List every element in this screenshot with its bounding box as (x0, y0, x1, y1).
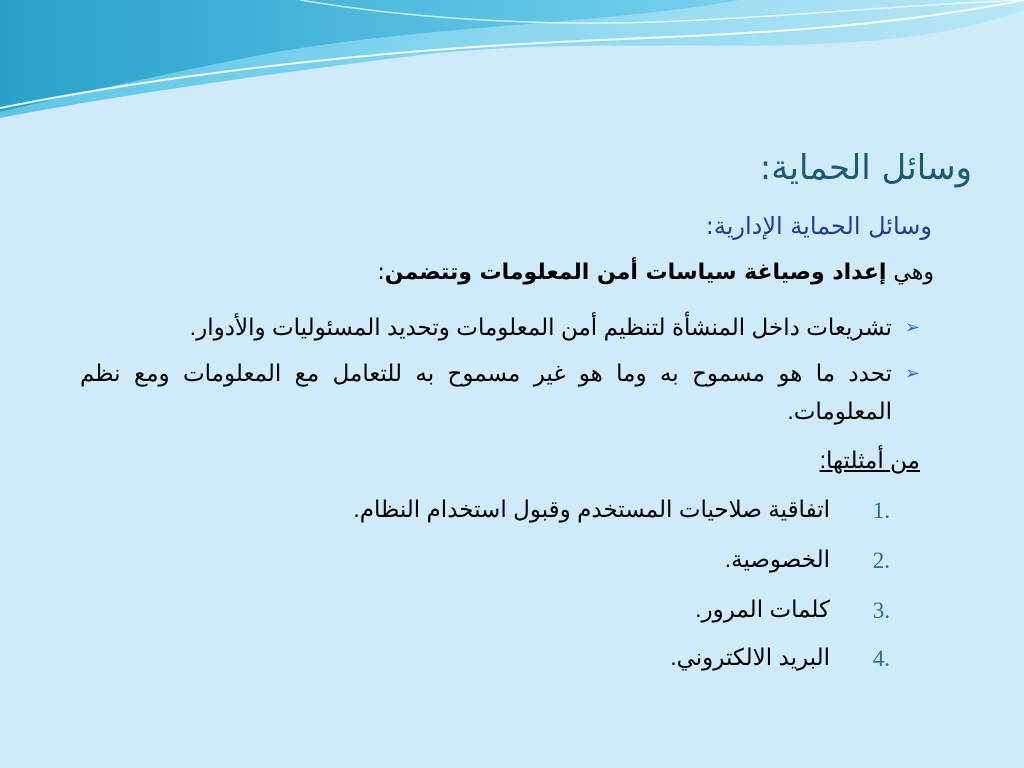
section-subtitle: وسائل الحماية الإدارية: (705, 212, 932, 240)
examples-label: من أمثلتها: (819, 447, 920, 473)
list-item: البريد الالكتروني. (670, 644, 830, 670)
intro-suffix: : (377, 260, 385, 285)
bullet-item (80, 308, 920, 346)
intro-bold: إعداد وصياغة سياسات أمن المعلومات وتتضمن (384, 260, 887, 285)
bullet-list (80, 308, 920, 438)
bullet-item (80, 354, 920, 430)
list-number: 3. (872, 598, 890, 623)
header-wave-decoration (0, 0, 1024, 130)
list-number: 1. (872, 498, 890, 523)
list-number: 2. (872, 548, 890, 573)
arrow-bullet-icon: ➢ (904, 317, 920, 337)
bullet-text: تشريعات داخل المنشأة لتنظيم أمن المعلومات وتحديد المسئوليات والأدوار. (189, 314, 892, 340)
intro-prefix: وهي (886, 260, 934, 285)
bullet-text: تحدد ما هو مسموح به وما هو غير مسموح به للتعامل مع المعلومات ومع نظم المعلومات. (80, 360, 892, 424)
list-number: 4. (872, 646, 890, 671)
list-item: اتفاقية صلاحيات المستخدم وقبول استخدام النظام. (353, 496, 830, 522)
intro-line (377, 260, 934, 285)
list-item: كلمات المرور. (695, 596, 830, 622)
slide-title: وسائل الحماية: (759, 148, 972, 188)
arrow-bullet-icon: ➢ (904, 363, 920, 383)
list-item: الخصوصية. (724, 546, 830, 572)
